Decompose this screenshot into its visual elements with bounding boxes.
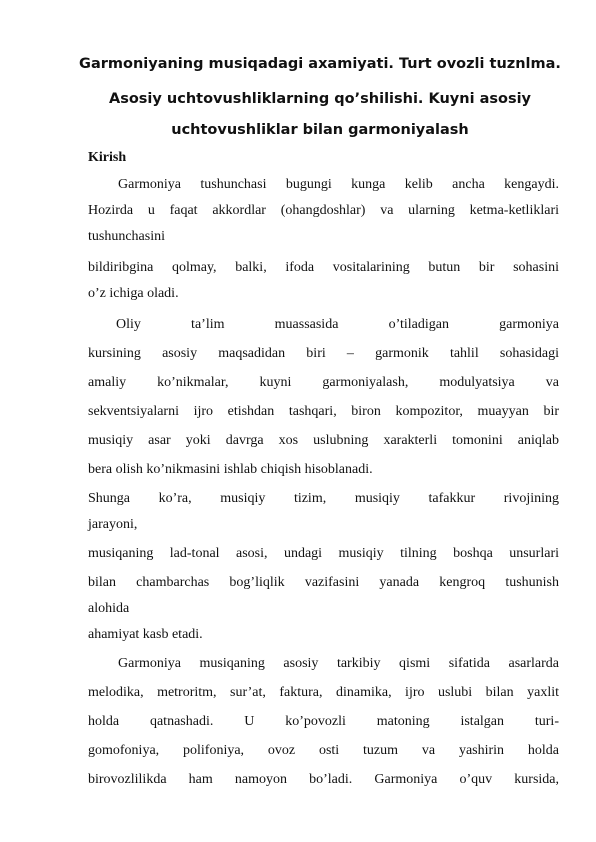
paragraph-line: Garmoniya tushunchasi bugungi kunga kelib ancha kengaydi. [118,177,559,192]
paragraph-line: birovozlilikda ham namoyon bo’ladi. Garmoniya o’quv kursida, [88,772,559,787]
paragraph-line: ahamiyat kasb etadi. [88,627,203,642]
paragraph-line: bildiribgina qolmay, balki, ifoda vositalarining butun bir sohasini [88,260,559,275]
paragraph-line: Oliy ta’lim muassasida o’tiladigan garmoniya [116,317,559,332]
paragraph-line: alohida [88,601,130,616]
section-heading: Kirish [88,150,127,165]
paragraph-line: Shunga ko’ra, musiqiy tizim, musiqiy tafakkur rivojining [88,491,559,506]
paragraph-line: tushunchasini [88,229,165,244]
paragraph-line: holda qatnashadi. U ko’povozli matoning istalgan turi- [88,714,559,729]
paragraph-line: bera olish ko’nikmasini ishlab chiqish hisoblanadi. [88,462,373,477]
paragraph-line: o’z ichiga oladi. [88,286,179,301]
paragraph-line: musiqiy asar yoki davrga xos uslubning xarakterli tomonini aniqlab [88,433,559,448]
paragraph-line: gomofoniya, polifoniya, ovoz osti tuzum va yashirin holda [88,743,559,758]
paragraph-line: amaliy ko’nikmalar, kuyni garmoniyalash, modulyatsiya va [88,375,559,390]
paragraph-line: bilan chambarchas bog’liqlik vazifasini yanada kengroq tushunish [88,575,559,590]
document-title-line-2: Asosiy uchtovushliklarning qo’shilishi. Kuyni asosiy [108,91,532,107]
paragraph-line: kursining asosiy maqsadidan biri – garmonik tahlil sohasidagi [88,346,559,361]
paragraph-line: jarayoni, [88,517,138,532]
paragraph-line: melodika, metroritm, sur’at, faktura, dinamika, ijro uslubi bilan yaxlit [88,685,559,700]
document-title-line-1: Garmoniyaning musiqadagi axamiyati. Turt ovozli tuznlma. [79,56,561,72]
paragraph-line: Hozirda u faqat akkordlar (ohangdoshlar) va ularning ketma-ketliklari [88,203,559,218]
paragraph-line: sekventsiyalarni ijro etishdan tashqari, biron kompozitor, muayyan bir [88,404,559,419]
paragraph-line: Garmoniya musiqaning asosiy tarkibiy qismi sifatida asarlarda [118,656,559,671]
paragraph-line: musiqaning lad-tonal asosi, undagi musiqiy tilning boshqa unsurlari [88,546,559,561]
document-title-line-3: uchtovushliklar bilan garmoniyalash [171,122,469,138]
